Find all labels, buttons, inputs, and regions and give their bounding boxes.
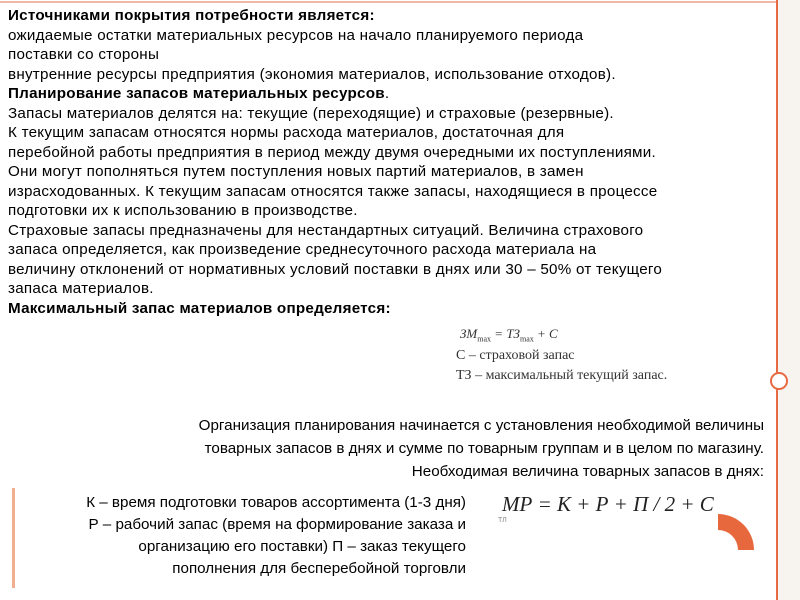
main-line: [8, 123, 768, 143]
max-stock-formula: [460, 326, 558, 344]
main-line: [8, 84, 768, 104]
main-line: [8, 260, 768, 280]
bottom-line: организацию его поставки) П – заказ текущего: [138, 538, 466, 555]
main-line-suffix: .: [384, 85, 390, 102]
bottom-text-block: [20, 492, 466, 580]
main-line-text: величину отклонений от нормативных условий поставки в днях или 30 – 50% от текущего: [8, 260, 663, 278]
main-line-text: Они могут пополняться путем поступления новых партий материалов, в замен: [8, 163, 584, 180]
main-line-text: ожидаемые остатки материальных ресурсов на начало планируемого периода: [8, 26, 584, 44]
rail-circle-marker: [770, 372, 788, 390]
main-line: [8, 182, 768, 202]
formula1-max-sub2: max: [520, 334, 534, 344]
pie-chart-icon: [716, 512, 756, 552]
bottom-accent-bar: [12, 488, 15, 588]
main-line-text: Страховые запасы предназначены для нестандартных ситуаций. Величина страхового: [8, 221, 644, 239]
main-line: [8, 104, 768, 124]
main-line: [8, 299, 768, 319]
top-border-line: [0, 1, 800, 3]
main-line-text: израсходованных. К текущим запасам относятся также запасы, находящиеся в процессе: [8, 182, 658, 200]
main-line: [8, 65, 768, 85]
org-line: Необходимая величина товарных запасов в днях:: [411, 463, 764, 480]
organization-text-block: [64, 414, 764, 483]
main-line-text: К текущим запасам относятся нормы расхода материалов, достаточная для: [8, 124, 565, 141]
main-line: [8, 240, 768, 260]
formula1-plus-c: + С: [533, 326, 558, 341]
formula1-tz: ТЗ: [506, 326, 520, 341]
main-line: [8, 6, 768, 26]
main-line-text: перебойной работы предприятия в период между двумя очередными их поступлениями.: [8, 143, 656, 161]
bottom-line: К – время подготовки товаров ассортимента (1-3 дня): [86, 494, 466, 511]
main-text-block: [8, 6, 768, 318]
legend-tz: ТЗ – максимальный текущий запас.: [456, 368, 668, 383]
stock-days-formula: МР = К + Р + П / 2 + С: [502, 492, 714, 516]
main-line-text: внутренние ресурсы предприятия (экономия материалов, использование отходов).: [8, 65, 616, 83]
main-line-text: запаса определяется, как произведение среднесуточного расхода материала на: [8, 241, 597, 258]
formula1-max-sub1: max: [477, 334, 492, 344]
main-line-text: Планирование запасов материальных ресурсов: [8, 85, 385, 102]
main-line: [8, 45, 768, 65]
bottom-line: пополнения для бесперебойной торговли: [172, 560, 466, 577]
right-rail: [776, 0, 800, 600]
main-line: [8, 201, 768, 221]
main-line: [8, 143, 768, 163]
main-line: [8, 221, 768, 241]
main-line-text: запаса материалов.: [8, 280, 154, 297]
bottom-line: Р – рабочий запас (время на формирование заказа и: [88, 516, 466, 533]
main-line: [8, 26, 768, 46]
main-line-text: Максимальный запас материалов определяется:: [8, 299, 391, 317]
main-line-text: поставки со стороны: [8, 46, 160, 63]
legend-c: С – страховой запас: [456, 348, 575, 363]
formula-legend: [456, 346, 667, 386]
main-line-text: подготовки их к использованию в производстве.: [8, 202, 358, 219]
org-line: Организация планирования начинается с установления необходимой величины: [198, 417, 764, 434]
org-line: товарных запасов в днях и сумме по товарным группам и в целом по магазину.: [204, 440, 764, 457]
main-line: [8, 279, 768, 299]
main-line: [8, 162, 768, 182]
main-line-text: Источниками покрытия потребности является:: [8, 7, 375, 24]
formula1-zm: ЗМ: [460, 326, 478, 341]
right-rail-line: [776, 0, 778, 600]
formula1-eq: =: [491, 326, 507, 341]
formula2-fragment: ТЛ: [498, 517, 507, 524]
main-line-text: Запасы материалов делятся на: текущие (переходящие) и страховые (резервные).: [8, 104, 614, 122]
